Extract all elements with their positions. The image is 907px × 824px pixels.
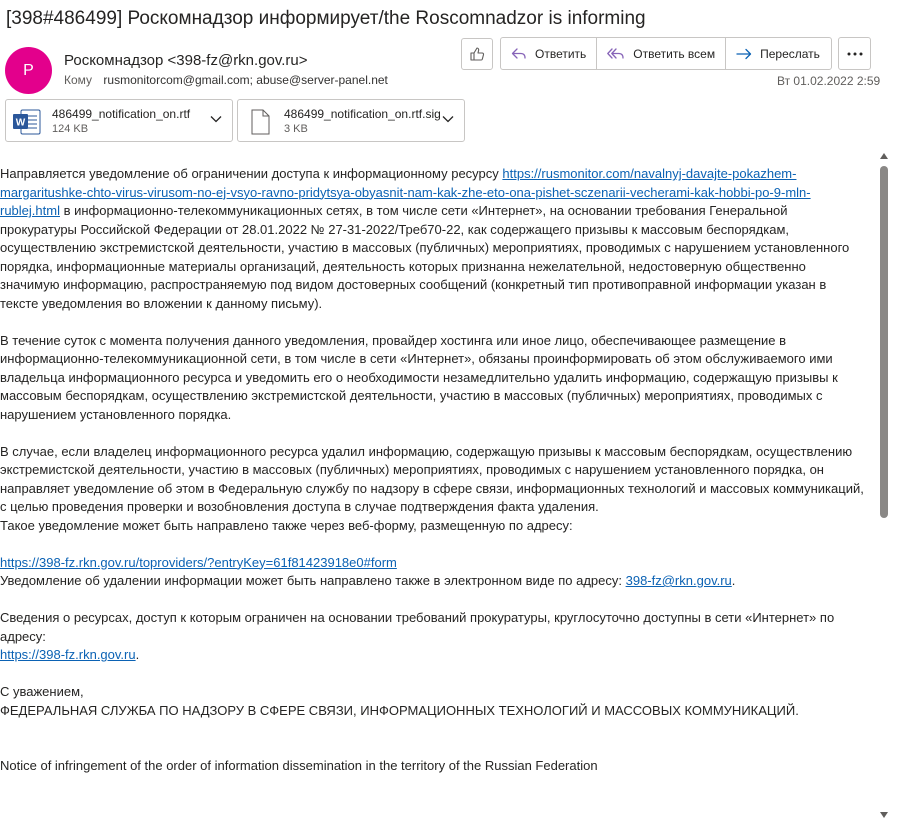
signature-greeting: С уважением, — [0, 684, 84, 699]
to-label: Кому — [64, 73, 93, 87]
message-body — [0, 165, 866, 776]
sender-avatar[interactable] — [5, 47, 52, 94]
body-paragraph-5 — [0, 572, 866, 591]
received-date: Вт 01.02.2022 2:59 — [777, 74, 881, 88]
attachment-size: 3 KB — [284, 123, 308, 135]
english-heading: Notice of infringement of the order of information dissemination in the territory of the Russian Federation — [0, 758, 598, 773]
body-paragraph-2: В течение суток с момента получения данного уведомления, провайдер хостинга или иное лицо, обеспечивающее размещение в информационно-телекоммуникационной сети, в том числе в сети «Интернет», обязаны проинформировать об этом обслуживаемого ими владельца информационного ресурса и уведомить его о необходимости незамедлительно удалить информацию, содержащую призывы к массовым беспорядкам, осуществлению экстремистской деятельности, участию в массовых (публичных) мероприятиях, проводимых с нарушением установленного порядка. — [0, 332, 838, 422]
reply-all-icon — [607, 47, 625, 61]
recipients-row — [64, 73, 388, 87]
like-button[interactable] — [461, 38, 493, 70]
attachment-rtf[interactable] — [5, 99, 233, 142]
chevron-down-icon[interactable] — [210, 115, 222, 123]
body-text: Уведомление об удалении информации может быть направлено также в электронном виде по адресу: — [0, 573, 626, 588]
generic-file-icon — [244, 109, 274, 135]
scroll-thumb[interactable] — [880, 166, 888, 518]
blocked-resource-link[interactable]: https://rusmonitor.com/navalnyj-davajte-pokazhem-margaritushke-chto-virus-virusom-no-ej-vsyo-ravno-pridytsya-obyasnit-nam-kak-zhe-eto-ona-pishet-sczenarii-vecherami-kak-hobbi-po-9-mln-rublej.html — [0, 166, 811, 218]
forward-button[interactable] — [726, 38, 830, 69]
body-text: в информационно-телекоммуникационных сетях, в том числе сети «Интернет», на основании требования Генеральной прокуратуры Российской Федерации от 28.01.2022 № 27-31-2022/Треб70-22, как содержащего призывы к массовым беспорядкам, осуществлению экстремистской деятельности, участию в массовых (публичных) мероприятиях, проводимых с нарушением установленного порядка, информационные материалы организаций, деятельность которых признанна нежелательной, недостоверную общественно значимую информацию, распространяемую под видом достоверных сообщений (конкретный тип противоправной информации указан в тексте уведомления во вложении к данному письму). — [0, 203, 850, 311]
chevron-down-icon[interactable] — [442, 115, 454, 123]
form-link-line — [0, 554, 866, 573]
attachment-name: 486499_notification_on.rtf — [52, 107, 191, 121]
email-link[interactable]: 398-fz@rkn.gov.ru — [625, 573, 732, 588]
scroll-down-arrow-icon[interactable] — [880, 812, 888, 818]
to-recipients[interactable]: rusmonitorcom@gmail.com; abuse@server-panel.net — [103, 73, 388, 87]
vertical-scrollbar[interactable] — [878, 150, 890, 824]
svg-text:W: W — [15, 117, 26, 129]
reply-all-button[interactable] — [597, 38, 726, 69]
more-icon — [847, 52, 863, 56]
thumbs-up-icon — [469, 46, 485, 62]
sender-name[interactable]: Роскомнадзор <398-fz@rkn.gov.ru> — [64, 52, 308, 69]
attachment-sig[interactable] — [237, 99, 465, 142]
forward-label: Переслать — [760, 46, 820, 61]
avatar-initial: Р — [23, 61, 34, 79]
message-actions — [500, 37, 832, 70]
email-subject: [398#486499] Роскомнадзор информирует/the Roscomnadzor is informing — [6, 8, 646, 29]
registry-link[interactable]: https://398-fz.rkn.gov.ru — [0, 647, 136, 662]
scroll-up-arrow-icon[interactable] — [880, 153, 888, 159]
attachment-name: 486499_notification_on.rtf.sig — [284, 107, 441, 121]
body-text: . — [135, 647, 140, 662]
reply-label: Ответить — [535, 46, 587, 61]
body-paragraph-3: В случае, если владелец информационного ресурса удалил информацию, содержащую призывы к массовым беспорядкам, осуществлению экстремистской деятельности, участию в массовых (публичных) мероприятиях, проводимых с нарушением установленного порядка, он направляет уведомление об этом в Федеральную службу по надзору в сфере связи, информационных технологий и массовых коммуникаций, с целью проведения проверки и возобновления доступа в случае подтверждения факта удаления. — [0, 443, 864, 514]
body-paragraph-1 — [0, 165, 866, 313]
more-actions-button[interactable] — [838, 37, 871, 70]
web-form-link[interactable]: https://398-fz.rkn.gov.ru/toproviders/?entryKey=61f81423918e0#form — [0, 554, 397, 570]
body-paragraph-4: Такое уведомление может быть направлено также через веб-форму, размещенную по адресу: — [0, 517, 573, 533]
body-paragraph-6: Сведения о ресурсах, доступ к которым ограничен на основании требований прокуратуры, круглосуточно доступны в сети «Интернет» по адресу: — [0, 610, 835, 644]
reply-button[interactable] — [501, 38, 597, 69]
signature-org: ФЕДЕРАЛЬНАЯ СЛУЖБА ПО НАДЗОРУ В СФЕРЕ СВЯЗИ, ИНФОРМАЦИОННЫХ ТЕХНОЛОГИЙ И МАССОВЫХ КОММУНИКАЦИЙ. — [0, 702, 799, 718]
reply-icon — [511, 47, 527, 61]
reply-all-label: Ответить всем — [633, 46, 716, 61]
body-text: Направляется уведомление об ограничении доступа к информационному ресурсу — [0, 166, 503, 181]
attachment-size: 124 KB — [52, 123, 89, 135]
body-text: . — [731, 573, 736, 588]
forward-icon — [736, 47, 752, 61]
registry-link-line — [0, 646, 866, 665]
word-file-icon — [12, 109, 42, 135]
